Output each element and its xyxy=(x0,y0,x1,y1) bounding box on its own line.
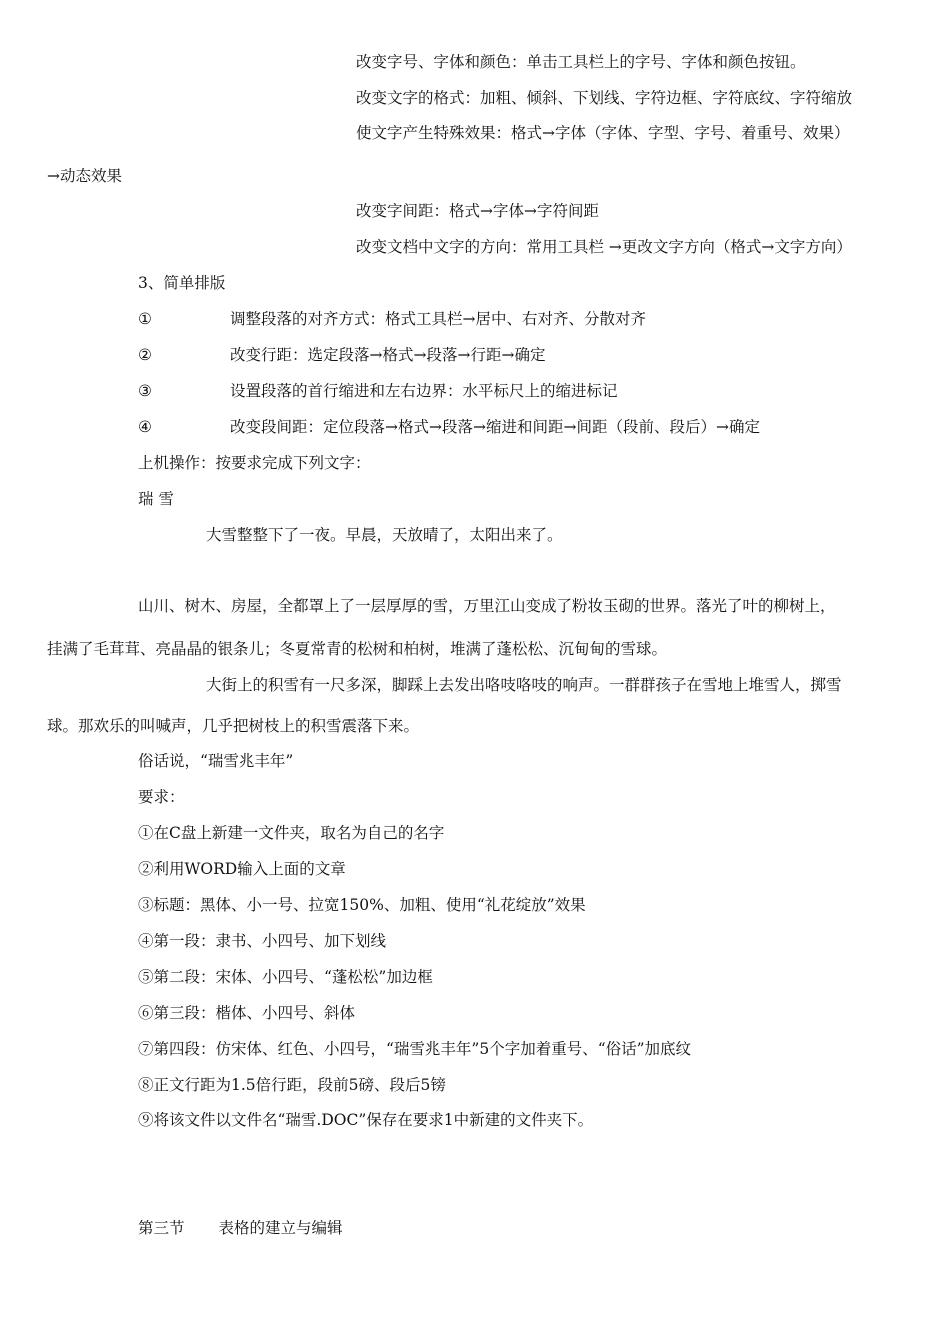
requirement-item: ②利用WORD输入上面的文章 xyxy=(138,860,346,878)
exercise-paragraph-2: 山川、树木、房屋，全都罩上了一层厚厚的雪，万里江山变成了粉妆玉砌的世界。落光了叶的柳树上， xyxy=(138,597,836,615)
requirement-item: ⑨将该文件以文件名“瑞雪.DOC”保存在要求1中新建的文件夹下。 xyxy=(138,1111,594,1129)
exercise-title: 瑞 雪 xyxy=(138,490,174,508)
requirement-item: ①在C盘上新建一文件夹，取名为自己的名字 xyxy=(138,824,445,842)
exercise-paragraph-2-cont: 挂满了毛茸茸、亮晶晶的银条儿；冬夏常青的松树和柏树，堆满了蓬松松、沉甸甸的雪球。 xyxy=(47,640,668,658)
format-line: 改变文档中文字的方向：常用工具栏 →更改文字方向（格式→文字方向） xyxy=(356,238,852,256)
format-line-continuation: →动态效果 xyxy=(47,167,122,185)
requirements-heading: 要求： xyxy=(138,788,185,806)
section-number: 第三节 xyxy=(138,1219,185,1237)
format-line: 使文字产生特殊效果：格式→字体（字体、字型、字号、着重号、效果） xyxy=(356,124,850,142)
item-text: 设置段落的首行缩进和左右边界：水平标尺上的缩进标记 xyxy=(230,382,618,400)
exercise-paragraph-3: 大街上的积雪有一尺多深，脚踩上去发出咯吱咯吱的响声。一群群孩子在雪地上堆雪人，掷雪 xyxy=(206,676,842,694)
requirement-item: ④第一段：隶书、小四号、加下划线 xyxy=(138,932,387,950)
item-text: 改变段间距：定位段落→格式→段落→缩进和间距→间距（段前、段后）→确定 xyxy=(230,418,760,436)
layout-item xyxy=(138,345,545,365)
item-marker: ① xyxy=(138,310,152,328)
item-marker: ④ xyxy=(138,418,152,436)
exercise-paragraph-4: 俗话说，“瑞雪兆丰年” xyxy=(138,752,294,770)
requirement-item: ⑦第四段：仿宋体、红色、小四号，“瑞雪兆丰年”5个字加着重号、“俗话”加底纹 xyxy=(138,1040,692,1058)
requirement-item: ③标题：黑体、小一号、拉宽150%、加粗、使用“礼花绽放”效果 xyxy=(138,896,586,914)
layout-item xyxy=(138,309,646,329)
item-marker: ③ xyxy=(138,382,152,400)
exercise-paragraph-1: 大雪整整下了一夜。早晨，天放晴了，太阳出来了。 xyxy=(206,526,563,544)
section-title: 表格的建立与编辑 xyxy=(218,1219,343,1237)
layout-heading: 3、简单排版 xyxy=(138,274,226,292)
item-text: 调整段落的对齐方式：格式工具栏→居中、右对齐、分散对齐 xyxy=(230,310,646,328)
exercise-intro: 上机操作：按要求完成下列文字： xyxy=(138,454,371,472)
layout-item xyxy=(138,381,618,401)
format-line: 改变字号、字体和颜色：单击工具栏上的字号、字体和颜色按钮。 xyxy=(356,53,806,71)
section-heading xyxy=(138,1218,343,1238)
format-line: 改变文字的格式：加粗、倾斜、下划线、字符边框、字符底纹、字符缩放 xyxy=(356,89,853,107)
requirement-item: ⑥第三段：楷体、小四号、斜体 xyxy=(138,1004,356,1022)
requirement-item: ⑧正文行距为1.5倍行距，段前5磅、段后5镑 xyxy=(138,1076,446,1094)
requirement-item: ⑤第二段：宋体、小四号、“蓬松松”加边框 xyxy=(138,968,433,986)
layout-item xyxy=(138,417,760,437)
exercise-paragraph-3-cont: 球。那欢乐的叫喊声，几乎把树枝上的积雪震落下来。 xyxy=(47,717,420,735)
item-text: 改变行距：选定段落→格式→段落→行距→确定 xyxy=(230,346,546,364)
format-line: 改变字间距：格式→字体→字符间距 xyxy=(356,202,599,220)
item-marker: ② xyxy=(138,346,152,364)
